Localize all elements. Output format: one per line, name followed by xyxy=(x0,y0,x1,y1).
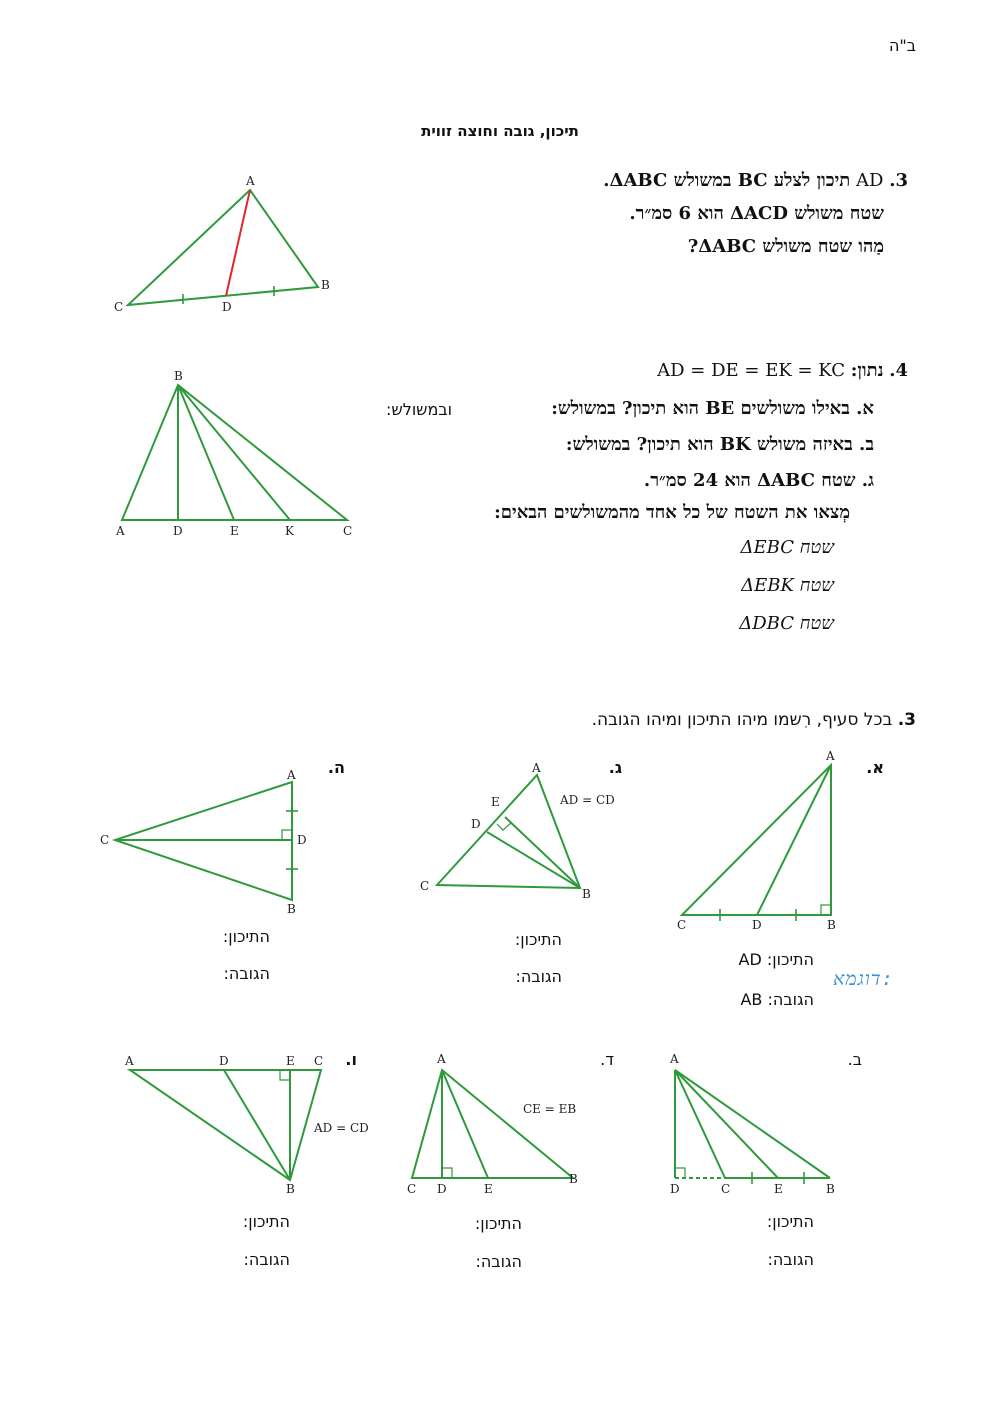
q3-line1-text: תיכון לצלע BC במשולש ΔABC. xyxy=(603,170,851,191)
q5-d-figure xyxy=(398,1045,598,1205)
q5-g-label-d: D xyxy=(471,817,481,831)
q4-part-c: ג. שטח ΔABC הוא 24 סמ״ר. xyxy=(643,470,874,491)
q5-a-label-b: B xyxy=(827,918,836,932)
q5-v-label-a: A xyxy=(125,1054,134,1068)
q5-h-label-b: B xyxy=(287,902,296,916)
q5-v-label-b: B xyxy=(286,1182,295,1196)
q5-g-height-label: הגובה: xyxy=(515,967,562,986)
q5-v-label-e: E xyxy=(286,1054,295,1068)
q5-h-label-c: C xyxy=(100,833,110,847)
q5-instruction: בכל סעיף, רִשמו מיהו התיכון ומיהו הגובה. xyxy=(591,710,893,730)
q5-d-label-c: C xyxy=(407,1182,417,1196)
q5-b-median-label: התיכון: xyxy=(766,1212,814,1231)
q4-segment-bk xyxy=(178,385,290,520)
q5-g-right-angle xyxy=(497,823,511,830)
q5-a-figure xyxy=(665,745,855,935)
q5-a-example-note: :דוגמא xyxy=(832,968,894,990)
page-title: תיכון, גובה וחוצה זווית xyxy=(421,122,579,140)
q5-instruction-line xyxy=(592,710,916,730)
q5-h-height-label: הגובה: xyxy=(223,964,270,983)
q5-v-triangle xyxy=(130,1070,321,1180)
q5-g-label-a: A xyxy=(532,761,541,775)
q4-part-b: ב. באיזה משולש BK הוא תיכון? במשולש: xyxy=(565,434,874,455)
q4-part-c-instruction: מְצאו את השטח של כל אחד מהמשולשים הבאים: xyxy=(494,502,850,523)
q5-a-median-answer: התיכון: AD xyxy=(738,950,814,969)
q3-label-d: D xyxy=(222,300,232,314)
q5-a-letter: א. xyxy=(866,758,884,777)
q5-g-median-label: התיכון: xyxy=(514,930,562,949)
q5-v-height-label: הגובה: xyxy=(243,1250,290,1269)
q3-lead: AD xyxy=(856,170,884,191)
q4-area-dbc: שטח ΔDBC xyxy=(739,613,834,634)
q4-number: 4. xyxy=(889,360,908,381)
q5-a-label-c: C xyxy=(677,918,687,932)
q5-b-label-b: B xyxy=(826,1182,835,1196)
q5-h-label-a: A xyxy=(287,768,296,782)
q3-triangle xyxy=(128,190,318,305)
q4-segment-be xyxy=(178,385,234,520)
q3-line3: מַהו שטח משולש ΔABC? xyxy=(687,236,884,257)
q3-line2: שטח משולש ΔACD הוא 6 סמ״ר. xyxy=(629,203,884,224)
q3-median-ad xyxy=(226,190,250,296)
q5-v-right-angle xyxy=(280,1070,290,1080)
q4-label-b: B xyxy=(174,369,183,383)
q5-b-height-label: הגובה: xyxy=(767,1250,814,1269)
q5-b-label-a: A xyxy=(670,1052,679,1066)
q5-v-median-bd xyxy=(224,1070,290,1180)
header-corner-text: ב"ה xyxy=(888,36,916,55)
q5-h-letter: ה. xyxy=(327,758,345,777)
q4-given-line xyxy=(657,360,908,381)
q4-part-a: א. באילו משולשים BE הוא תיכון? במשולש: xyxy=(551,398,874,419)
q4-label-e: E xyxy=(230,524,239,538)
q5-g-median-bd xyxy=(487,832,580,888)
q5-g-letter: ג. xyxy=(608,758,622,777)
q4-label-k: K xyxy=(285,524,294,538)
q5-v-note: AD = CD xyxy=(314,1121,369,1135)
q4-area-ebk: שטח ΔEBK xyxy=(741,575,834,596)
q5-b-median-ae xyxy=(675,1070,778,1178)
q5-h-figure xyxy=(95,765,325,920)
q5-g-label-b: B xyxy=(582,887,591,901)
q5-b-side-ac xyxy=(675,1070,725,1178)
q5-a-label-a: A xyxy=(826,749,835,763)
q5-a-median-ad xyxy=(757,765,831,915)
q5-g-label-e: E xyxy=(491,795,500,809)
q5-a-triangle xyxy=(682,765,831,915)
q3-label-a: A xyxy=(246,174,255,188)
q5-b-figure xyxy=(660,1045,880,1205)
q5-v-label-c: C xyxy=(314,1054,324,1068)
q4-label-a: A xyxy=(116,524,125,538)
q5-b-label-c: C xyxy=(721,1182,731,1196)
q5-d-note: CE = EB xyxy=(523,1102,577,1116)
q5-d-right-angle xyxy=(442,1168,452,1178)
q5-d-triangle xyxy=(412,1070,573,1178)
q5-v-figure xyxy=(112,1050,382,1200)
q3-label-c: C xyxy=(114,300,124,314)
q5-a-label-d: D xyxy=(752,918,762,932)
q5-d-median-ae xyxy=(442,1070,488,1178)
q5-h-right-angle xyxy=(282,830,292,840)
q5-b-letter: ב. xyxy=(847,1050,862,1069)
q4-given-label: נתון: xyxy=(850,360,884,381)
q5-v-label-d: D xyxy=(219,1054,229,1068)
q5-g-height-be xyxy=(505,817,580,888)
q4-label-d: D xyxy=(173,524,183,538)
q5-b-right-angle xyxy=(675,1168,685,1178)
q4-area-ebc: שטח ΔEBC xyxy=(740,537,834,558)
q4-triangle-figure xyxy=(105,360,375,545)
q5-g-label-c: C xyxy=(420,879,430,893)
q5-v-median-label: התיכון: xyxy=(242,1212,290,1231)
q5-number: 3. xyxy=(897,710,916,730)
q4-label-c: C xyxy=(343,524,353,538)
q5-d-label-a: A xyxy=(437,1052,446,1066)
q5-g-triangle xyxy=(437,775,580,888)
q3-triangle-figure xyxy=(100,165,360,325)
q4-given-eq: AD = DE = EK = KC xyxy=(657,360,846,381)
q5-b-side-ab xyxy=(675,1070,830,1178)
q5-a-height-answer: הגובה: AB xyxy=(740,990,814,1009)
q5-a-right-angle xyxy=(821,905,831,915)
q3-number: 3. xyxy=(889,170,908,191)
q5-h-median-label: התיכון: xyxy=(222,927,270,946)
q5-h-label-d: D xyxy=(297,833,307,847)
q5-d-median-label: התיכון: xyxy=(474,1214,522,1233)
q5-g-figure xyxy=(415,760,635,910)
q5-g-note: AD = CD xyxy=(560,793,615,807)
q4-part-a-second: ובמשולש: xyxy=(386,400,452,419)
q3-line1 xyxy=(603,170,908,191)
q5-b-label-e: E xyxy=(774,1182,783,1196)
q3-label-b: B xyxy=(321,278,330,292)
q5-v-letter: ו. xyxy=(345,1050,357,1069)
q5-d-label-b: B xyxy=(569,1172,578,1186)
q5-d-height-label: הגובה: xyxy=(475,1252,522,1271)
q5-b-label-d: D xyxy=(670,1182,680,1196)
q5-d-label-e: E xyxy=(484,1182,493,1196)
q5-d-label-d: D xyxy=(437,1182,447,1196)
q5-d-letter: ד. xyxy=(600,1050,614,1069)
